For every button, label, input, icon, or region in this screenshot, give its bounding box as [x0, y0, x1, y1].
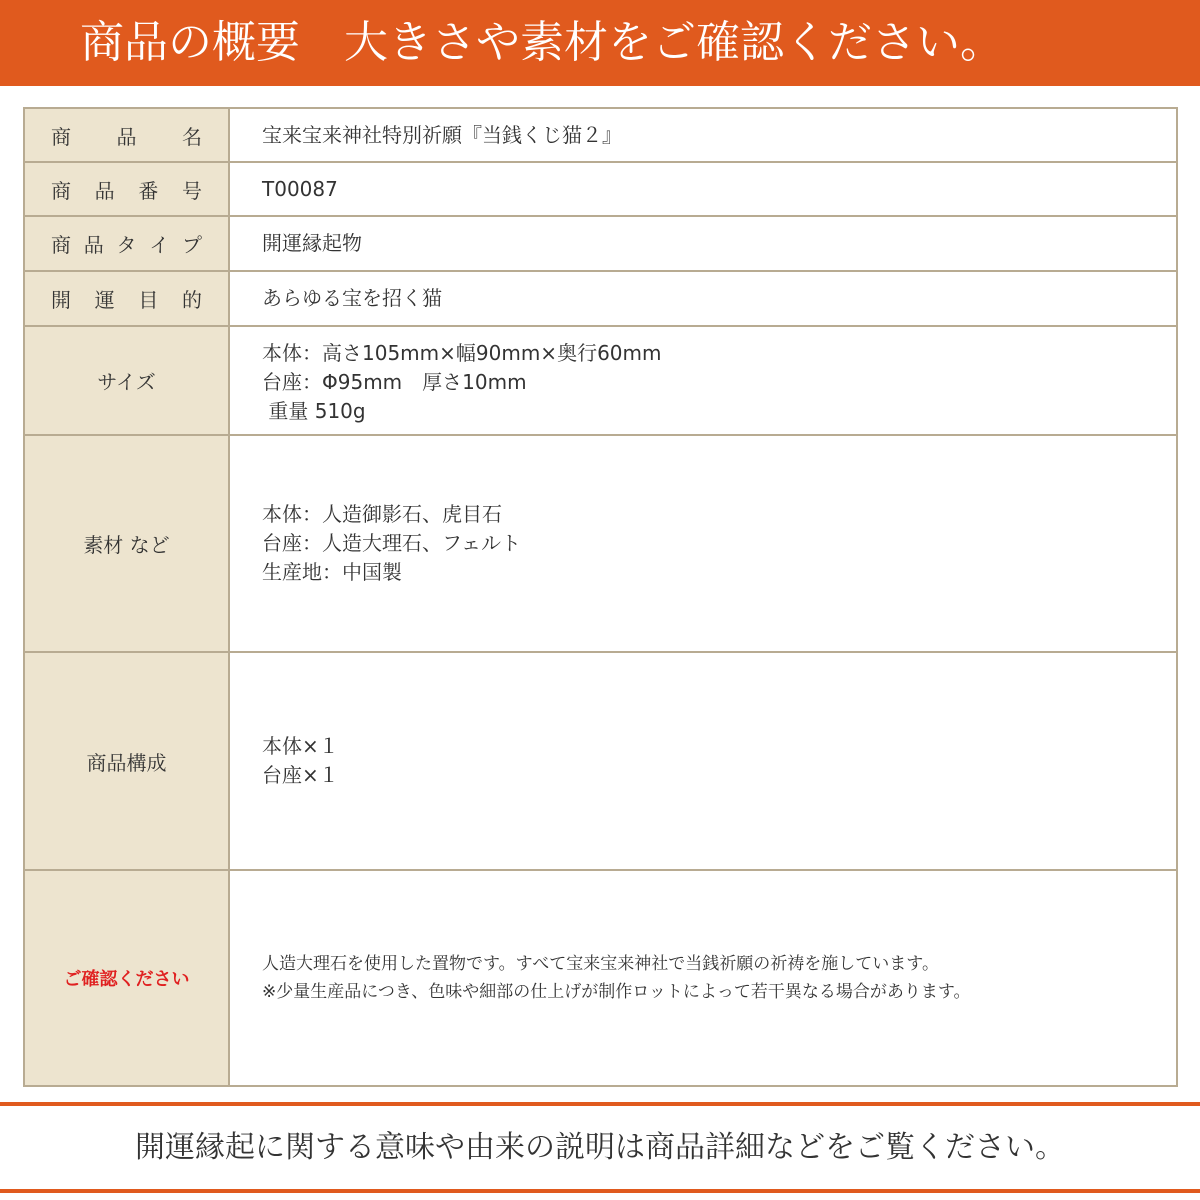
label-char: 開	[51, 288, 71, 312]
table-row	[24, 326, 1177, 435]
row-value-product-number	[229, 162, 1177, 216]
table-row	[24, 108, 1177, 162]
label-char: 品	[83, 233, 104, 257]
row-label-material: 素材 など	[24, 435, 229, 652]
value-line: 生産地：中国製	[262, 560, 402, 584]
row-value-contents	[229, 652, 1177, 870]
row-value-size	[229, 326, 1177, 435]
label-char: 号	[181, 178, 202, 203]
value-line: ※少量生産品につき、色味や細部の仕上げが制作ロットによって若干異なる場合があります。	[262, 982, 971, 1002]
table-row	[24, 216, 1177, 271]
label-char: 商	[51, 233, 71, 257]
label-char: 的	[181, 288, 202, 312]
row-label-product-number	[24, 162, 229, 216]
label-char: 名	[182, 124, 202, 149]
table-row	[24, 870, 1177, 1086]
label-char: プ	[182, 233, 202, 257]
footer-divider-bottom	[0, 1189, 1200, 1193]
label-char: イ	[149, 233, 170, 257]
row-value-product-name	[229, 108, 1177, 162]
row-label-contents: 商品構成	[24, 652, 229, 870]
label-char: タ	[116, 233, 137, 257]
row-label-product-type	[24, 216, 229, 271]
label-char: 目	[138, 288, 159, 312]
label-char: 品	[94, 178, 115, 203]
row-label-product-name	[24, 108, 229, 162]
value-line: あらゆる宝を招く猫	[262, 286, 442, 310]
value-line: 宝来宝来神社特別祈願『当銭くじ猫２』	[262, 122, 622, 147]
row-value-material	[229, 435, 1177, 652]
table-row	[24, 652, 1177, 870]
value-line: 開運縁起物	[262, 231, 362, 255]
row-value-product-type	[229, 216, 1177, 271]
label-char: 商	[51, 178, 71, 203]
row-label-purpose	[24, 271, 229, 326]
value-line: 本体×１	[262, 734, 339, 758]
label-char: 運	[94, 288, 115, 312]
value-line: 台座：人造大理石、フェルト	[262, 531, 521, 555]
value-line: 本体：人造御影石、虎目石	[262, 502, 502, 526]
label-char: 商	[51, 124, 71, 149]
page-title: 商品の概要 大きさや素材をご確認ください。	[80, 17, 1004, 68]
row-value-notice	[229, 870, 1177, 1086]
spec-table	[23, 107, 1178, 1087]
footer-note: 開運縁起に関する意味や由来の説明は商品詳細などをご覧ください。	[135, 1130, 1065, 1165]
table-row	[24, 435, 1177, 652]
label-char: 品	[116, 124, 137, 149]
label-char: 番	[138, 178, 159, 203]
table-row	[24, 271, 1177, 326]
header-banner	[0, 0, 1200, 86]
row-label-notice: ご確認ください	[24, 870, 229, 1086]
table-row	[24, 162, 1177, 216]
value-line: 台座：Φ95mm 厚さ10mm	[262, 370, 527, 394]
row-value-purpose	[229, 271, 1177, 326]
row-label-size: サイズ	[24, 326, 229, 435]
value-line: 重量 510g	[262, 399, 366, 423]
value-line: 人造大理石を使用した置物です。すべて宝来宝来神社で当銭祈願の祈祷を施しています。	[262, 954, 939, 974]
value-line: 台座×１	[262, 763, 339, 787]
value-line: 本体：高さ105mm×幅90mm×奥行60mm	[262, 341, 662, 365]
value-line: T00087	[262, 176, 338, 201]
